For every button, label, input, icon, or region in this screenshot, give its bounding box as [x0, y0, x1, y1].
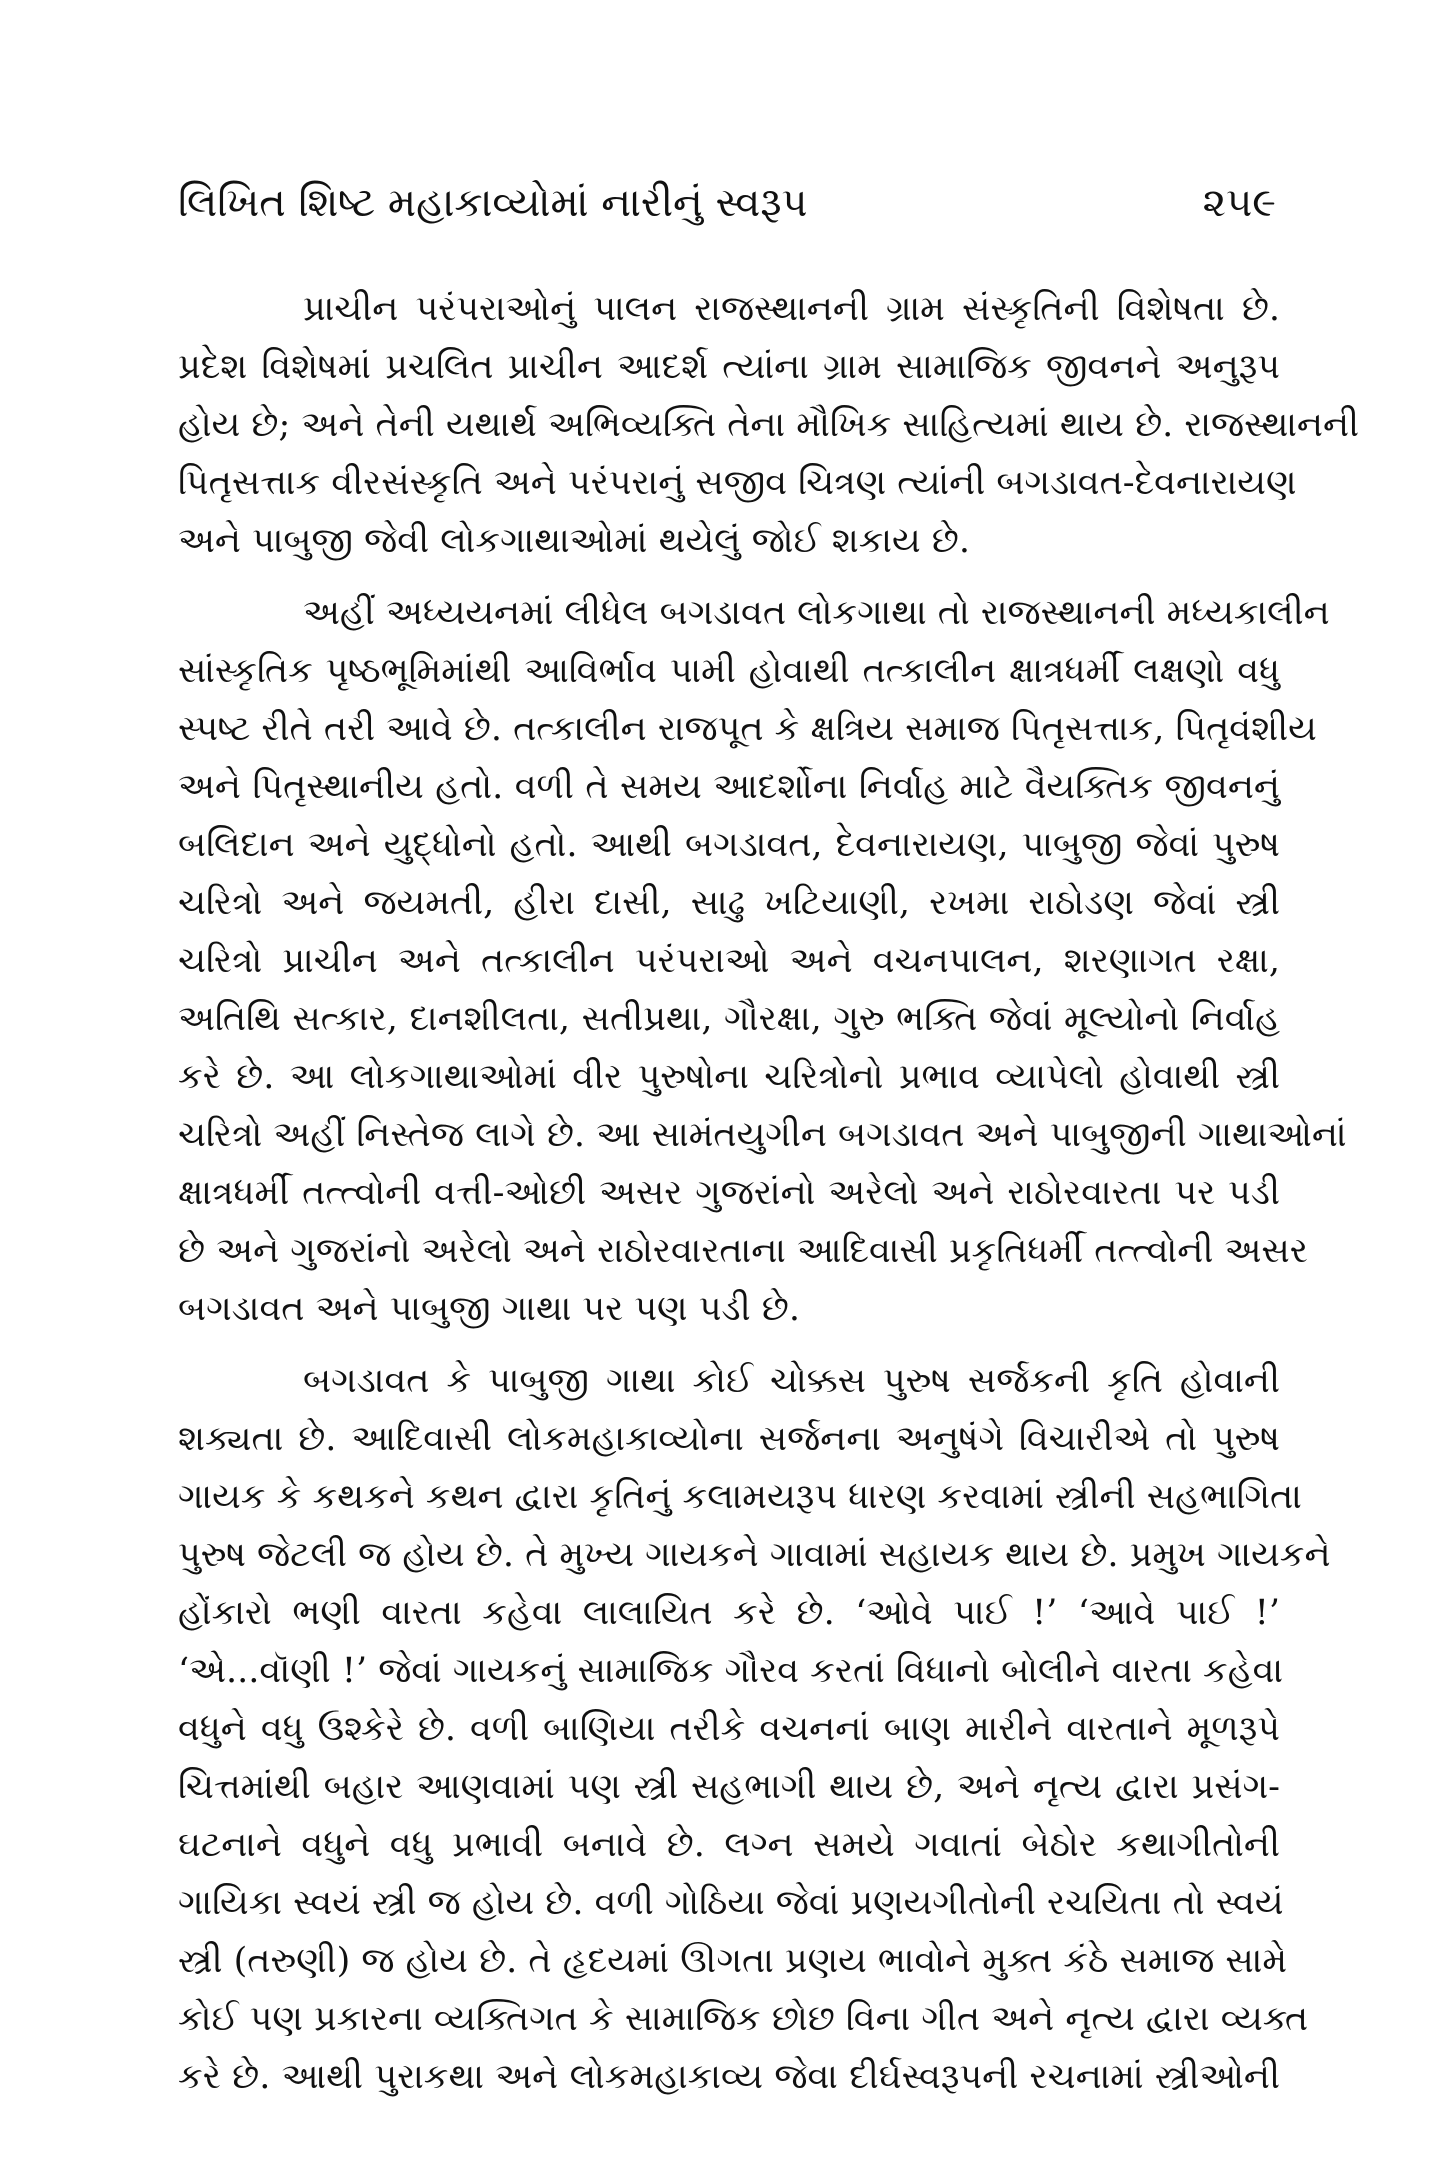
- text-line: બગડાવત કે પાબુજી ગાથા કોઈ ચોક્કસ પુરુષ સર્જકની કૃતિ હોવાની: [303, 1361, 1280, 1401]
- text-line: બલિદાન અને યુદ્ધોનો હતો. આથી બગડાવત, દેવનારાયણ, પાબુજી જેવાં પુરુષ: [178, 825, 1280, 865]
- body-text: [178, 280, 1360, 2120]
- text-line: હોય છે; અને તેની યથાર્થ અભિવ્યક્તિ તેના મૌખિક સાહિત્યમાં થાય છે. રાજસ્થાનની: [178, 405, 1360, 445]
- text-line: છે અને ગુજરાંનો અરેલો અને રાઠોરવારતાના આદિવાસી પ્રકૃતિધર્મી તત્ત્વોની અસર: [178, 1231, 1308, 1271]
- text-line: કોઈ પણ પ્રકારના વ્યક્તિગત કે સામાજિક છોછ વિના ગીત અને નૃત્ય દ્વારા વ્યક્ત: [178, 1999, 1309, 2039]
- text-line: બગડાવત અને પાબુજી ગાથા પર પણ પડી છે.: [178, 1289, 800, 1329]
- text-line: પ્રદેશ વિશેષમાં પ્રચલિત પ્રાચીન આદર્શ ત્યાંના ગ્રામ સામાજિક જીવનને અનુરૂપ: [178, 347, 1280, 387]
- text-line: ક્ષાત્રધર્મી તત્ત્વોની વત્તી-ઓછી અસર ગુજરાંનો અરેલો અને રાઠોરવારતા પર પડી: [178, 1173, 1280, 1213]
- text-line: પુરુષ જેટલી જ હોય છે. તે મુખ્ય ગાયકને ગાવામાં સહાયક થાય છે. પ્રમુખ ગાયકને: [178, 1535, 1331, 1575]
- text-line: પિતૃસત્તાક વીરસંસ્કૃતિ અને પરંપરાનું સજીવ ચિત્રણ ત્યાંની બગડાવત-દેવનારાયણ: [178, 463, 1297, 503]
- text-line: અને પિતૃસ્થાનીય હતો. વળી તે સમય આદર્શોના નિર્વાહ માટે વૈયક્તિક જીવનનું: [178, 767, 1280, 807]
- paragraph: [178, 584, 1347, 1338]
- text-line: સ્ત્રી (તરુણી) જ હોય છે. તે હૃદયમાં ઊગતા પ્રણય ભાવોને મુક્ત કંઠે સમાજ સામે: [178, 1941, 1288, 1981]
- text-line: ચરિત્રો અને જયમતી, હીરા દાસી, સાઢુ ખટિયાણી, રખમા રાઠોડણ જેવાં સ્ત્રી: [178, 883, 1280, 923]
- text-line: સાંસ્કૃતિક પૃષ્ઠભૂમિમાંથી આવિર્ભાવ પામી હોવાથી તત્કાલીન ક્ષાત્રધર્મી લક્ષણો વધુ: [178, 651, 1280, 691]
- text-line: કરે છે. આથી પુરાકથા અને લોકમહાકાવ્ય જેવા દીર્ઘસ્વરૂપની રચનામાં સ્ત્રીઓની: [178, 2057, 1280, 2097]
- page-number: ૨૫૯: [1202, 180, 1276, 226]
- text-line: ચિત્તમાંથી બહાર આણવામાં પણ સ્ત્રી સહભાગી થાય છે, અને નૃત્ય દ્વારા પ્રસંગ-: [178, 1767, 1280, 1807]
- text-line: કરે છે. આ લોકગાથાઓમાં વીર પુરુષોના ચરિત્રોનો પ્રભાવ વ્યાપેલો હોવાથી સ્ત્રી: [178, 1057, 1280, 1097]
- text-line: ઘટનાને વધુને વધુ પ્રભાવી બનાવે છે. લગ્ન સમયે ગવાતાં બેઠોર કથાગીતોની: [178, 1825, 1280, 1865]
- paragraph: [178, 1352, 1331, 2106]
- text-line: ચરિત્રો અહીં નિસ્તેજ લાગે છે. આ સામંતયુગીન બગડાવત અને પાબુજીની ગાથાઓનાં: [178, 1115, 1347, 1155]
- text-line: ‘એ...વૉણી !’ જેવાં ગાયકનું સામાજિક ગૌરવ કરતાં વિધાનો બોલીને વારતા કહેવા: [178, 1651, 1284, 1691]
- text-line: અહીં અધ્યયનમાં લીધેલ બગડાવત લોકગાથા તો રાજસ્થાનની મધ્યકાલીન: [303, 593, 1330, 633]
- paragraph: [178, 280, 1360, 570]
- running-head: [178, 180, 1276, 240]
- text-line: શક્યતા છે. આદિવાસી લોકમહાકાવ્યોના સર્જનના અનુષંગે વિચારીએ તો પુરુષ: [178, 1419, 1280, 1459]
- text-line: અતિથિ સત્કાર, દાનશીલતા, સતીપ્રથા, ગૌરક્ષા, ગુરુ ભક્તિ જેવાં મૂલ્યોનો નિર્વાહ: [178, 999, 1280, 1039]
- text-line: ગાયક કે કથકને કથન દ્વારા કૃતિનું કલામયરૂપ ધારણ કરવામાં સ્ત્રીની સહભાગિતા: [178, 1477, 1302, 1517]
- text-line: અને પાબુજી જેવી લોકગાથાઓમાં થયેલું જોઈ શકાય છે.: [178, 521, 970, 561]
- text-line: ચરિત્રો પ્રાચીન અને તત્કાલીન પરંપરાઓ અને વચનપાલન, શરણાગત રક્ષા,: [178, 941, 1280, 981]
- text-line: ગાયિકા સ્વયં સ્ત્રી જ હોય છે. વળી ગોઠિયા જેવાં પ્રણયગીતોની રચયિતા તો સ્વયં: [178, 1883, 1284, 1923]
- chapter-title: લિખિત શિષ્ટ મહાકાવ્યોમાં નારીનું સ્વરૂપ: [178, 180, 808, 226]
- text-line: હોંકારો ભણી વારતા કહેવા લાલાયિત કરે છે. ‘ઓવે પાઈ !’ ‘આવે પાઈ !’: [178, 1593, 1280, 1633]
- text-line: સ્પષ્ટ રીતે તરી આવે છે. તત્કાલીન રાજપૂત કે ક્ષત્રિય સમાજ પિતૃસત્તાક, પિતૃવંશીય: [178, 709, 1317, 749]
- text-line: વધુને વધુ ઉશ્કેરે છે. વળી બાણિયા તરીકે વચનનાં બાણ મારીને વારતાને મૂળરૂપે: [178, 1709, 1280, 1749]
- text-line: પ્રાચીન પરંપરાઓનું પાલન રાજસ્થાનની ગ્રામ સંસ્કૃતિની વિશેષતા છે.: [303, 289, 1280, 329]
